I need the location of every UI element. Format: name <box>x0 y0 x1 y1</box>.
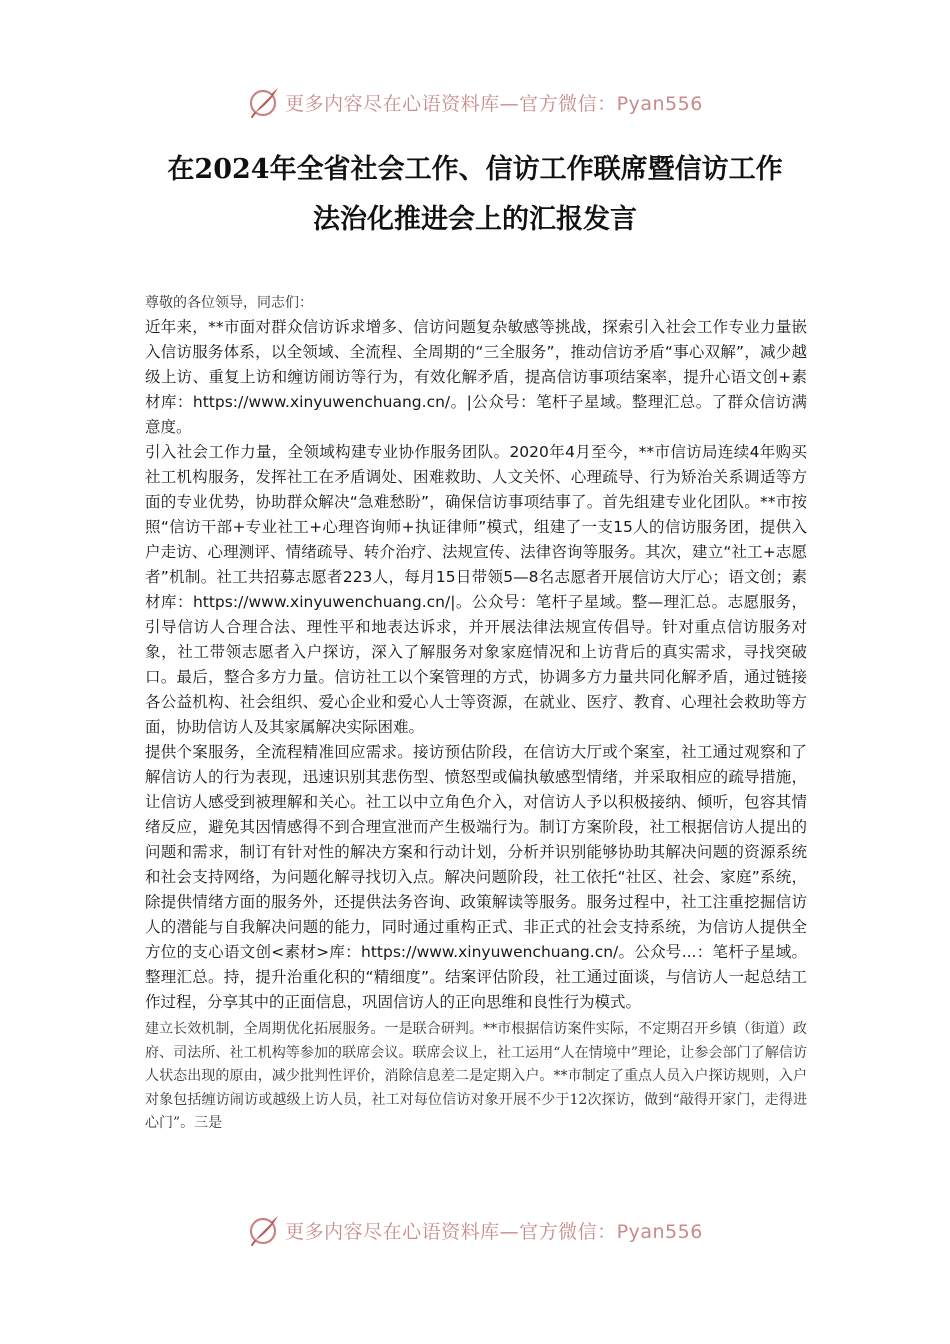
quill-pen-icon <box>247 1213 281 1247</box>
paragraph-3: 提供个案服务，全流程精准回应需求。接访预估阶段，在信访大厅或个案室，社工通过观察和了解信访人的行为表现，迅速识别其悲伤型、愤怒型或偏执敏感型情绪，并采取相应的疏导措施，让信访人感受到被理解和关心。社工以中立角色介入，对信访人予以积极接纳、倾听，包容其情绪反应，避免其因情感得不到合理宣泄而产生极端行为。制订方案阶段，社工根据信访人提出的问题和需求，制订有针对性的解决方案和行动计划，分析并识别能够协助其解决问题的资源系统和社会支持网络，为问题化解寻找切入点。解决问题阶段，社工依托“社区、社会、家庭”系统，除提供情绪方面的服务外，还提供法务咨询、政策解读等服务。服务过程中，社工注重挖掘信访人的潜能与自我解决问题的能力，同时通过重构正式、非正式的社会支持系统，为信访人提供全方位的支心语文创<素材>库：https://www.xinyuwenchuang.cn/。公众号...：笔杆子星域。整理汇总。持，提升治重化积的“精细度”。结案评估阶段，社工通过面谈，与信访人一起总结工作过程，分享其中的正面信息，巩固信访人的正向思维和良性行为模式。 <box>145 743 807 1011</box>
paragraph-2: 引入社会工作力量，全领域构建专业协作服务团队。2020年4月至今，**市信访局连续4年购买社工机构服务，发挥社工在矛盾调处、困难救助、人文关怀、心理疏导、行为矫治关系调适等方面的专业优势，协助群众解决“急难愁盼”，确保信访事项结事了。首先组建专业化团队。**市按照“信访干部+专业社工+心理咨询师+执证律师”模式，组建了一支15人的信访服务团，提供入户走访、心理测评、情绪疏导、转介治疗、法规宣传、法律咨询等服务。其次，建立“社工+志愿者”机制。社工共招募志愿者223人，每月15日带领5—8名志愿者开展信访大厅心；语文创；素材库：https://www.xinyuwenchuang.cn/|。公众号：笔杆子星域。整—理汇总。志愿服务，引导信访人合理合法、理性平和地表达诉求，并开展法律法规宣传倡导。针对重点信访服务对象，社工带领志愿者入户探访，深入了解服务对象家庭情况和上访背后的真实需求，寻找突破口。最后，整合多方力量。信访社工以个案管理的方式，协调多方力量共同化解矛盾，通过链接各公益机构、社会组织、爱心企业和爱心人士等资源，在就业、医疗、教育、心理社会救助等方面，协助信访人及其家属解决实际困难。 <box>145 443 807 736</box>
watermark-text: 更多内容尽在心语资料库—官方微信：Pyan556 <box>285 1220 703 1243</box>
paragraph-4: 建立长效机制，全周期优化拓展服务。一是联合研判。**市根据信访案件实际，不定期召开乡镇（街道）政府、司法所、社工机构等参加的联席会议。联席会议上，社工运用“人在情境中”理论，让参会部门了解信访人状态出现的原由，减少批判性评价，消除信息差二是定期入户。**市制定了重点人员入户探访规则，入户对象包括缠访闹访或越级上访人员，社工对每位信访对象开展不少于12次探访，做到“敲得开家门，走得进心门”。三是 <box>145 1021 807 1132</box>
watermark-banner-top <box>0 82 950 122</box>
title-line-1: 在2024年全省社会工作、信访工作联席暨信访工作 <box>167 154 783 185</box>
document-body <box>145 292 807 1136</box>
watermark-text: 更多内容尽在心语资料库—官方微信：Pyan556 <box>285 92 703 115</box>
paragraph-1: 近年来，**市面对群众信访诉求增多、信访问题复杂敏感等挑战，探索引入社会工作专业力量嵌入信访服务体系，以全领域、全流程、全周期的“三全服务”，推动信访矛盾“事心双解”，减少越级上访、重复上访和缠访闹访等行为，有效化解矛盾，提高信访事项结案率，提升心语文创+素材库：https://www.xinyuwenchuang.cn/。|公众号：笔杆子星域。整理汇总。了群众信访满意度。 <box>145 318 807 436</box>
salutation: 尊敬的各位领导，同志们： <box>145 295 313 311</box>
watermark-banner-bottom <box>0 1210 950 1250</box>
document-title <box>60 145 890 245</box>
title-line-2: 法治化推进会上的汇报发言 <box>313 204 637 235</box>
quill-pen-icon <box>247 85 281 119</box>
